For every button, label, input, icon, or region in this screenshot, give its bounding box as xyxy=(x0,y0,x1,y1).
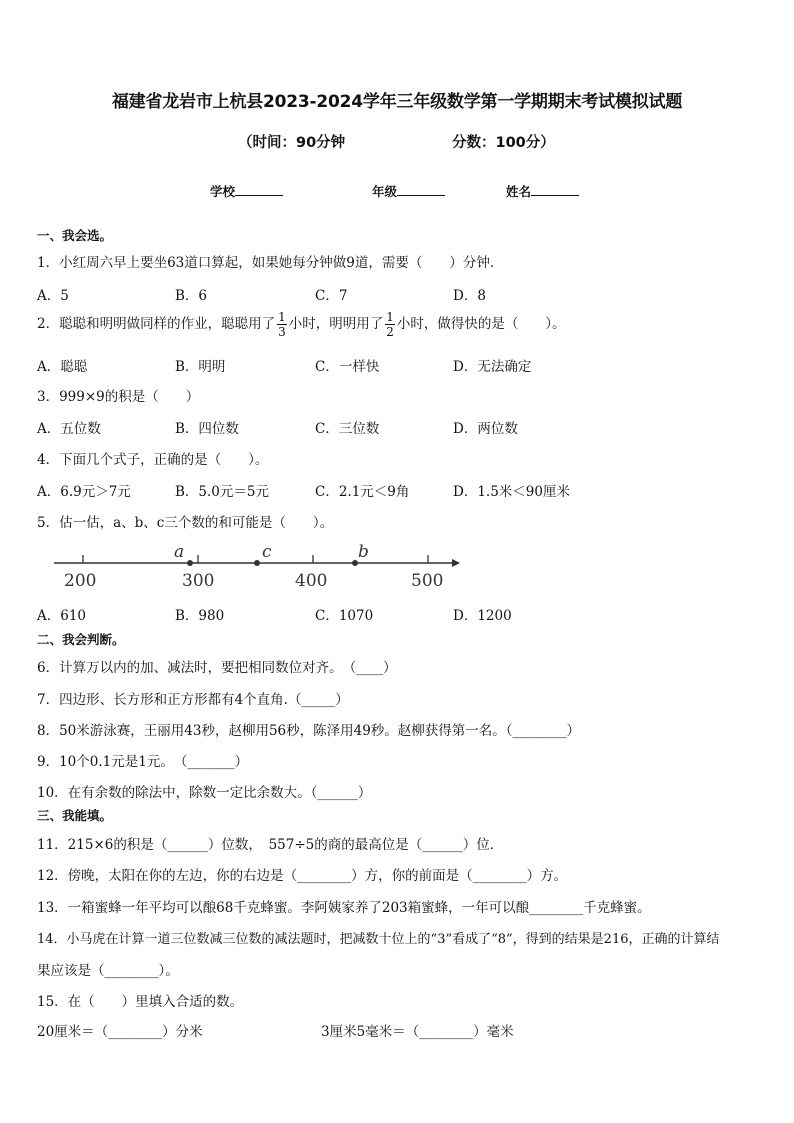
question-12: 12．傍晚，太阳在你的左边，你的右边是（________）方，你的前面是（________）方。 xyxy=(37,868,568,884)
question-9: 9．10个0.1元是1元。 （_______） xyxy=(37,754,249,770)
exam-time: （时间：90分钟 xyxy=(238,135,346,151)
q3-option-c[interactable]: C．三位数 xyxy=(315,421,380,437)
q2-option-a[interactable]: A．聪聪 xyxy=(37,359,88,375)
name-field[interactable] xyxy=(506,182,579,200)
q3-option-a[interactable]: A．五位数 xyxy=(37,421,101,437)
question-14-line-1: 14．小马虎在计算一道三位数减三位数的减法题时，把减数十位上的“3”看成了“8”，得到的结果是216，正确的计算结 xyxy=(37,932,720,947)
tick-label-300: 300 xyxy=(182,571,215,590)
tick-label-500: 500 xyxy=(411,571,444,590)
question-15-part-b: 3厘米5毫米＝（________）毫米 xyxy=(321,1024,514,1040)
page-title: 福建省龙岩市上杭县2023-2024学年三年级数学第一学期期末考试模拟试题 xyxy=(111,92,683,112)
school-blank[interactable] xyxy=(235,183,283,196)
question-5: 5．估一估，a、b、c三个数的和可能是（ ）。 xyxy=(37,515,334,531)
tick-200 xyxy=(64,555,96,590)
question-10: 10．在有余数的除法中，除数一定比余数大。（______） xyxy=(37,785,372,801)
name-blank[interactable] xyxy=(531,183,579,196)
q5-option-d[interactable]: D．1200 xyxy=(453,608,512,624)
q2-text-c: 小时，做得快的是（ ）。 xyxy=(396,316,566,332)
q4-option-b[interactable]: B．5.0元＝5元 xyxy=(175,484,269,500)
question-6: 6．计算万以内的加、减法时，要把相同数位对齐。 （____） xyxy=(37,660,397,676)
q1-option-a[interactable]: A．5 xyxy=(37,288,69,304)
name-label: 姓名 xyxy=(506,184,532,199)
section-3-heading: 三、我能填。 xyxy=(37,808,113,823)
q2-fraction-2: $\frac{1}{2}$ xyxy=(386,310,394,339)
q2-option-c[interactable]: C．一样快 xyxy=(315,359,380,375)
grade-label: 年级 xyxy=(372,184,398,199)
question-15: 15．在（ ）里填入合适的数。 xyxy=(37,994,244,1010)
section-2-heading: 二、我会判断。 xyxy=(37,632,125,647)
question-1: 1．小红周六早上要坐63道口算起，如果她每分钟做9道，需要（ ）分钟． xyxy=(37,255,504,271)
point-label-a: a xyxy=(174,542,185,562)
q1-option-c[interactable]: C．7 xyxy=(315,288,348,304)
grade-blank[interactable] xyxy=(397,183,445,196)
q4-option-a[interactable]: A．6.9元＞7元 xyxy=(37,484,131,500)
question-7: 7．四边形、长方形和正方形都有4个直角.（_____） xyxy=(37,692,349,708)
question-14-line-2: 果应该是（________）。 xyxy=(37,963,179,979)
q5-option-a[interactable]: A．610 xyxy=(37,608,87,624)
question-13: 13．一箱蜜蜂一年平均可以酿68千克蜂蜜。李阿姨家养了203箱蜜蜂，一年可以酿________千克蜂蜜。 xyxy=(37,900,651,916)
tick-500 xyxy=(411,555,443,590)
q2-text-a: 2．聪聪和明明做同样的作业，聪聪用了 xyxy=(37,316,276,332)
point-label-b: b xyxy=(358,542,369,562)
question-11: 11．215×6的积是（______）位数， 557÷5的商的最高位是（______）位． xyxy=(37,837,504,853)
grade-field[interactable] xyxy=(372,182,445,200)
point-label-c: c xyxy=(262,542,272,562)
question-8: 8．50米游泳赛，王丽用43秒，赵柳用56秒，陈泽用49秒。赵柳获得第一名。（________） xyxy=(37,723,581,739)
question-2 xyxy=(37,310,566,339)
number-line xyxy=(50,538,470,590)
q2-option-b[interactable]: B．明明 xyxy=(175,359,226,375)
q3-option-b[interactable]: B．四位数 xyxy=(175,421,239,437)
q4-option-d[interactable]: D．1.5米＜90厘米 xyxy=(453,484,570,500)
school-field[interactable] xyxy=(210,182,283,200)
q5-option-b[interactable]: B．980 xyxy=(175,608,225,624)
question-4: 4．下面几个式子，正确的是（ ）。 xyxy=(37,452,269,468)
q1-option-d[interactable]: D．8 xyxy=(453,288,486,304)
tick-300 xyxy=(182,555,214,590)
question-15-part-a: 20厘米＝（________）分米 xyxy=(37,1024,203,1040)
question-3: 3．999×9的积是（ ） xyxy=(37,389,200,405)
q3-option-d[interactable]: D．两位数 xyxy=(453,421,518,437)
tick-label-200: 200 xyxy=(64,571,97,590)
tick-400 xyxy=(295,555,327,590)
q1-option-b[interactable]: B．6 xyxy=(175,288,208,304)
tick-label-400: 400 xyxy=(295,571,328,590)
exam-score: 分数：100分） xyxy=(452,135,555,151)
q2-text-b: 小时，明明用了 xyxy=(288,316,384,332)
school-label: 学校 xyxy=(210,184,236,199)
q4-option-c[interactable]: C．2.1元＜9角 xyxy=(315,484,410,500)
q5-option-c[interactable]: C．1070 xyxy=(315,608,374,624)
q2-option-d[interactable]: D．无法确定 xyxy=(453,359,532,375)
section-1-heading: 一、我会选。 xyxy=(37,228,113,243)
q2-fraction-1: $\frac{1}{3}$ xyxy=(278,310,286,339)
